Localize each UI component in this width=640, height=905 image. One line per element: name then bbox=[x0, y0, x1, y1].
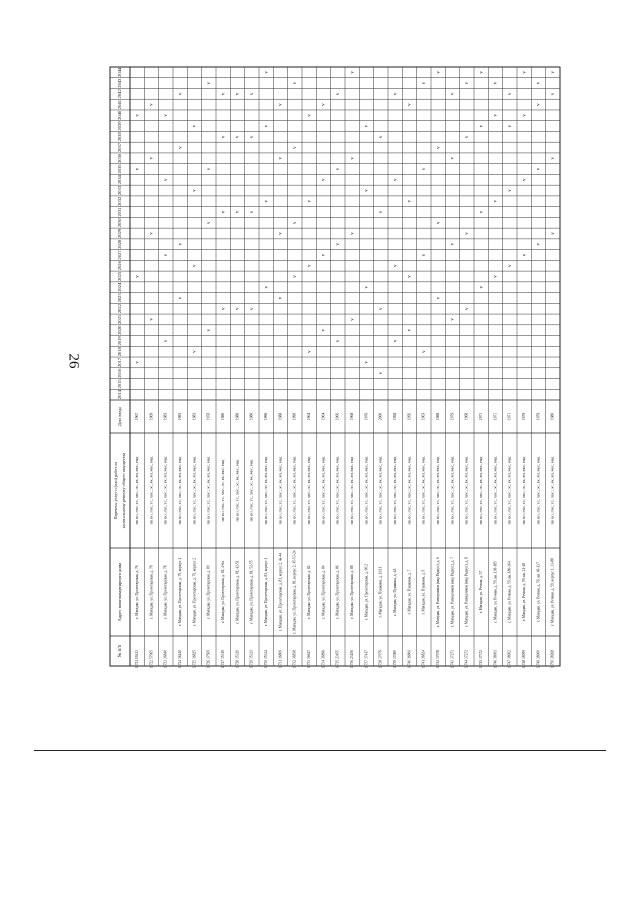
year-mark: v bbox=[378, 135, 384, 139]
year-mark: v bbox=[206, 81, 212, 85]
year-mark: v bbox=[278, 103, 284, 106]
year-mark: v bbox=[235, 307, 241, 310]
row-year: 1971 bbox=[493, 412, 498, 421]
row-number: 1 747 38002 bbox=[507, 650, 512, 668]
header-year: 2026 bbox=[117, 261, 123, 271]
row-number: 1 724 36440 bbox=[177, 650, 182, 668]
row-number: 1 727 35319 bbox=[220, 650, 225, 668]
bottom-rule bbox=[34, 750, 606, 751]
year-mark: v bbox=[178, 146, 184, 149]
row-year: 1983 bbox=[178, 412, 183, 421]
year-mark: v bbox=[221, 210, 227, 214]
row-address: г. Магадан, ул. Речная, д. 59, кв. 186-364 bbox=[507, 561, 512, 623]
row-works: ПР, ВО, ГВС, ТС, ХВС, ЭС, РК, РП, РФС, РФД bbox=[149, 456, 154, 525]
year-mark: v bbox=[163, 178, 169, 182]
year-mark: v bbox=[149, 157, 155, 160]
year-mark: v bbox=[206, 167, 212, 171]
year-mark: v bbox=[522, 114, 528, 117]
year-mark: v bbox=[507, 124, 513, 128]
year-mark: v bbox=[335, 167, 341, 171]
year-mark: v bbox=[421, 253, 427, 257]
row-works: ПР, ВО, ГВС, ТС, ХВС, ЭС, РК, РП, РФС, РФД bbox=[378, 456, 383, 525]
row-year: 1970 bbox=[364, 412, 369, 421]
row-address: г. Магадан, ул. Пролетарская, д. 78 bbox=[163, 565, 168, 619]
year-mark: v bbox=[464, 232, 470, 235]
header-year: 2040 bbox=[117, 110, 123, 120]
row-address: г. Магадан, ул. Разведчиков (мкр Радиус), д. 7 bbox=[450, 557, 455, 627]
year-mark: v bbox=[321, 328, 327, 332]
row-number: 1 732 36838 bbox=[292, 650, 297, 668]
row-works: ПР, ВО, ГВС, ТС, ХВС, ЭС, РК, РФС, РФД bbox=[220, 459, 225, 522]
row-number: 1 734 36896 bbox=[321, 650, 326, 668]
row-year: 2000 bbox=[378, 412, 383, 421]
row-number: 1 748 38099 bbox=[521, 650, 526, 668]
year-mark: v bbox=[249, 307, 255, 310]
header-year: 2016 bbox=[117, 368, 123, 378]
row-year: 1971 bbox=[479, 412, 484, 421]
row-works: ПР, ВО, ГВС, ТС, ХВС, ЭС, РК, РП, РФС, РФД bbox=[206, 456, 211, 525]
year-mark: v bbox=[321, 253, 327, 257]
year-mark: v bbox=[192, 189, 198, 192]
row-works: ПР, ВО, ГВС, ТС, ХВС, ЭС, РК, РП, РФС, РФД bbox=[550, 456, 555, 525]
header-year: 2037 bbox=[117, 142, 123, 153]
header-year: 2029 bbox=[117, 228, 123, 239]
row-address: г. Магадан, ул. Пролетарская, д. 81, 4-6а bbox=[220, 561, 225, 623]
year-mark: v bbox=[522, 178, 528, 182]
row-address: г. Магадан, ул. Пролетарская, д. 76 bbox=[134, 565, 139, 619]
row-number: 1 743 37273 bbox=[450, 650, 455, 668]
row-works: ПР, ВО, ГВС, ТС, ХВС, ЭС, РК, РП, РФС, РФД bbox=[321, 456, 326, 525]
row-year: 1979 bbox=[450, 412, 455, 421]
year-mark: v bbox=[149, 318, 155, 321]
header-year: 2030 bbox=[117, 218, 123, 228]
row-year: 1958 bbox=[393, 412, 398, 421]
year-mark: v bbox=[163, 339, 169, 343]
year-mark: v bbox=[278, 232, 284, 235]
header-year: 2028 bbox=[117, 239, 123, 249]
row-number: 1 731 36809 bbox=[278, 650, 283, 668]
row-year: 1964 bbox=[307, 412, 312, 421]
row-year: 1980 bbox=[249, 412, 254, 421]
year-mark: v bbox=[264, 285, 270, 289]
row-number: 1 738 37079 bbox=[378, 650, 383, 668]
row-works: ПР, ВО, ГВС, ТС, ХВС, ЭС, РК, РП, РФС, РФД bbox=[292, 456, 297, 525]
year-mark: v bbox=[292, 146, 298, 149]
row-year: 1979 bbox=[536, 412, 541, 421]
header-year: 2031 bbox=[117, 207, 123, 217]
page-number: 26 bbox=[65, 353, 82, 369]
row-year: 1966 bbox=[335, 412, 340, 421]
row-works: ПР, ВО, ГВС, ТС, ХВС, ЭС, РК, РП, РФС, РФД bbox=[192, 456, 197, 525]
year-mark: v bbox=[464, 81, 470, 85]
year-mark: v bbox=[479, 124, 485, 128]
year-mark: v bbox=[278, 296, 284, 300]
row-works: ПР, ВО, ГВС, ТС, ХВС, ЭС, РК, РП, РФС, РФД bbox=[163, 456, 168, 525]
row-address: г. Магадан, ул. Пролетарская, д. 81, 52-55 bbox=[249, 560, 254, 624]
year-mark: v bbox=[221, 135, 227, 139]
header-year: 2019 bbox=[117, 336, 123, 346]
header-year: 2035 bbox=[117, 164, 123, 174]
header-year: 2017 bbox=[117, 357, 123, 367]
row-year: 1967 bbox=[135, 412, 140, 421]
year-mark: v bbox=[536, 81, 542, 85]
header-year: 2014 bbox=[117, 390, 123, 400]
year-mark: v bbox=[292, 221, 298, 225]
row-works: ПР, ВО, ГВС, ТС, ХВС, ЭС, РК, РП, РФС, РФД bbox=[478, 456, 483, 525]
header-year: 2036 bbox=[117, 153, 123, 163]
row-address: г. Магадан, ул. Разведчиков (мкр Радиус), д. 8 bbox=[464, 557, 469, 627]
header-year: 2025 bbox=[117, 271, 123, 282]
header-address: Адрес многоквартирного дома bbox=[117, 562, 123, 622]
row-works: ПР, ВО, ГВС, ТС, ХВС, ЭС, РК, РП, РФС, РФД bbox=[450, 456, 455, 525]
row-year: 1956 bbox=[407, 412, 412, 421]
year-mark: v bbox=[507, 189, 513, 192]
year-mark: v bbox=[292, 275, 298, 278]
year-mark: v bbox=[550, 232, 556, 235]
row-works: ПР, ВО, ГВС, ТС, ХВС, ЭС, РК, РП, РФС, РФД bbox=[521, 456, 526, 525]
year-mark: v bbox=[393, 339, 399, 343]
year-mark: v bbox=[249, 92, 255, 96]
row-address: г. Магадан, ул. Пушкина, д. 7 bbox=[407, 569, 412, 615]
row-works: ПР, ВО, ГВС, ТС, ХВС, ЭС, РК, РП, РФС, РФД bbox=[421, 456, 426, 525]
row-number: 1 725 36825 bbox=[192, 650, 197, 668]
row-year: 1980 bbox=[550, 412, 555, 421]
header-year: 2041 bbox=[117, 100, 123, 110]
row-address: г. Магадан, ул. Пролетарская, д. 81, корпус 2, 45-53-24 bbox=[292, 550, 297, 634]
year-mark: v bbox=[407, 103, 413, 106]
year-mark: v bbox=[350, 71, 356, 74]
year-mark: v bbox=[522, 71, 528, 74]
year-mark: v bbox=[436, 146, 442, 149]
row-number: 1 745 37372 bbox=[478, 650, 483, 668]
row-address: г. Магадан, ул. Речная, д. 59, кв. 21-48 bbox=[521, 563, 526, 621]
row-works: ПР, ВО, ГВС, ТС, ХВС, ЭС, РК, РФС, РФД bbox=[235, 459, 240, 522]
year-mark: v bbox=[479, 285, 485, 289]
row-number: 1 741 36824 bbox=[421, 650, 426, 668]
year-mark: v bbox=[393, 92, 399, 96]
year-mark: v bbox=[464, 307, 470, 310]
year-mark: v bbox=[493, 200, 499, 203]
year-mark: v bbox=[493, 114, 499, 117]
year-mark: v bbox=[479, 210, 485, 214]
year-mark: v bbox=[493, 275, 499, 278]
year-mark: v bbox=[178, 242, 184, 246]
row-works: ПР, ВО, ГВС, ТС, ХВС, ЭС, РК, РП, РФС, РФД bbox=[392, 456, 397, 525]
year-mark: v bbox=[393, 178, 399, 182]
row-year: 1969 bbox=[149, 412, 154, 421]
year-mark: v bbox=[321, 178, 327, 182]
row-works: ПР, ВО, ГВС, ТС, ХВС, ЭС, РК, РФС, РФД bbox=[249, 459, 254, 522]
year-mark: v bbox=[135, 275, 141, 278]
year-mark: v bbox=[292, 81, 298, 85]
row-address: г. Магадан, ул. Пролетарская, д. 81, корпус 1 bbox=[263, 557, 268, 627]
year-mark: v bbox=[307, 264, 313, 267]
year-mark: v bbox=[507, 92, 513, 96]
row-number: 1 750 38268 bbox=[550, 650, 555, 668]
year-mark: v bbox=[536, 167, 542, 171]
row-address: г. Магадан, ул. Пролетарская, д. 90/2 bbox=[364, 564, 369, 620]
year-mark: v bbox=[507, 264, 513, 267]
header-num: № п/п bbox=[118, 644, 124, 658]
year-mark: v bbox=[421, 350, 427, 353]
header-year: 2021 bbox=[117, 314, 123, 325]
year-mark: v bbox=[192, 124, 198, 128]
year-mark: v bbox=[321, 103, 327, 106]
header-year: 2033 bbox=[117, 185, 123, 196]
year-mark: v bbox=[206, 221, 212, 225]
header-year: 2024 bbox=[117, 282, 123, 292]
header-year-built: Дата ввода bbox=[116, 406, 122, 427]
row-address: г. Магадан, ул. Пушкина, д. 4А bbox=[392, 568, 397, 616]
row-address: г. Магадан, ул. Пролетарская, д. 81, 42-51 bbox=[235, 560, 240, 624]
year-mark: v bbox=[264, 124, 270, 128]
year-mark: v bbox=[249, 210, 255, 214]
row-year: 1979 bbox=[522, 412, 527, 421]
year-mark: v bbox=[335, 92, 341, 96]
row-year: 1964 bbox=[321, 412, 326, 421]
year-mark: v bbox=[249, 135, 255, 139]
row-works: ПР, ВО, ГВС, ТС, ХВС, ЭС, РК, РП, РФС, РФД bbox=[464, 456, 469, 525]
header-year: 2027 bbox=[117, 250, 123, 260]
row-address: г. Магадан, ул. Пролетарская, д. 80 bbox=[206, 565, 211, 619]
row-number: 1 742 37078 bbox=[435, 650, 440, 668]
row-address: г. Магадан, ул. Пролетарская, д. 78 bbox=[149, 565, 154, 619]
year-mark: v bbox=[163, 114, 169, 117]
row-address: г. Магадан, ул. Пролетарская, д. 79, корпус 1 bbox=[177, 557, 182, 627]
year-mark: v bbox=[436, 71, 442, 74]
row-address: г. Магадан, ул. Пролетарская, д. 82 bbox=[306, 565, 311, 619]
year-mark: v bbox=[235, 135, 241, 139]
year-mark: v bbox=[436, 221, 442, 225]
year-mark: v bbox=[407, 275, 413, 278]
year-mark: v bbox=[364, 361, 370, 364]
row-year: 1990 bbox=[292, 412, 297, 421]
year-mark: v bbox=[364, 124, 370, 128]
year-mark: v bbox=[378, 210, 384, 214]
year-mark: v bbox=[149, 232, 155, 235]
year-mark: v bbox=[436, 296, 442, 300]
year-mark: v bbox=[522, 253, 528, 257]
row-works: ПР, ВО, ГВС, ТС, ХВС, ЭС, РК, РП, РФС, РФД bbox=[435, 456, 440, 525]
year-mark: v bbox=[364, 189, 370, 192]
year-mark: v bbox=[192, 264, 198, 267]
row-address: г. Магадан, ул. Речная, д. 59, кв. 138-185 bbox=[493, 561, 498, 623]
row-number: 1 733 36647 bbox=[306, 650, 311, 668]
row-year: 1990 bbox=[264, 412, 269, 421]
year-mark: v bbox=[450, 157, 456, 160]
year-mark: v bbox=[407, 328, 413, 332]
year-mark: v bbox=[307, 350, 313, 353]
year-mark: v bbox=[264, 200, 270, 203]
header-year: 2023 bbox=[117, 293, 123, 303]
row-year: 1978 bbox=[206, 412, 211, 421]
year-mark: v bbox=[264, 71, 270, 74]
header-year: 2015 bbox=[117, 379, 123, 389]
header-year: 2020 bbox=[117, 325, 123, 335]
row-number: 1 730 35344 bbox=[263, 650, 268, 668]
row-address: г. Магадан, ул. Разведчиков (мкр Радиус), д. 6 bbox=[435, 557, 440, 627]
year-mark: v bbox=[307, 200, 313, 203]
row-works: ПР, ВО, ГВС, ТС, ХВС, ЭС, РК, РП, РФС, РФД bbox=[335, 456, 340, 525]
header-year: 2034 bbox=[117, 175, 123, 185]
row-year: 1968 bbox=[464, 412, 469, 421]
year-mark: v bbox=[550, 71, 556, 74]
year-mark: v bbox=[421, 81, 427, 85]
year-mark: v bbox=[350, 318, 356, 321]
row-address: г. Магадан, ул. Пролетарская, д. 86 bbox=[335, 565, 340, 619]
year-mark: v bbox=[421, 167, 427, 171]
year-mark: v bbox=[135, 114, 141, 117]
year-mark: v bbox=[550, 92, 556, 96]
row-works: ПР, ВО, ГВС, ТС, ХВС, ЭС, РК, РП, РФС, РФД bbox=[507, 456, 512, 525]
header-year: 2038 bbox=[117, 132, 123, 142]
row-number: 1 728 35320 bbox=[235, 650, 240, 668]
year-mark: v bbox=[149, 103, 155, 106]
year-mark: v bbox=[350, 232, 356, 235]
year-mark: v bbox=[393, 264, 399, 267]
row-number: 1 746 38001 bbox=[493, 650, 498, 668]
row-works: ПР, ВО, ГВС, ТС, ХВС, ЭС, РК, РП, РФС, РФД bbox=[278, 456, 283, 525]
year-mark: v bbox=[135, 361, 141, 364]
header-year: 2042 bbox=[117, 89, 123, 99]
year-mark: v bbox=[450, 242, 456, 246]
year-mark: v bbox=[364, 285, 370, 289]
row-year: 1980 bbox=[235, 412, 240, 421]
row-works: ПР, ВО, ГВС, ТС, ХВС, ЭС, РК, РП, РФС, РФД bbox=[263, 456, 268, 525]
row-number: 1 749 38000 bbox=[536, 650, 541, 668]
year-mark: v bbox=[135, 167, 141, 171]
row-number: 1 744 37272 bbox=[464, 650, 469, 668]
row-year: 1988 bbox=[436, 412, 441, 421]
row-year: 1963 bbox=[421, 412, 426, 421]
row-works: ПР, ВО, ГВС, ТС, ХВС, ЭС, РК, РП, РФС, РФД bbox=[407, 456, 412, 525]
year-mark: v bbox=[163, 253, 169, 257]
row-address: г. Магадан, ул. Речная, д. 57 bbox=[478, 570, 483, 614]
row-number: 1 736 23456 bbox=[349, 650, 354, 668]
row-year: 1980 bbox=[221, 412, 226, 421]
row-works: ПР, ВО, ГВС, ТС, ХВС, ЭС, РК, РП, РФС, РФД bbox=[134, 456, 139, 525]
year-mark: v bbox=[378, 371, 384, 375]
row-address: г. Магадан, ул. Пушкина, д. 9 bbox=[421, 569, 426, 615]
row-address: г. Магадан, ул. Пролетарская, д. 79, корпус 2 bbox=[192, 557, 197, 627]
year-mark: v bbox=[536, 103, 542, 106]
row-address: г. Магадан, ул. Пролетарская, д. 84 bbox=[321, 565, 326, 619]
year-mark: v bbox=[378, 307, 384, 310]
year-mark: v bbox=[235, 92, 241, 96]
row-number: 1 740 36800 bbox=[407, 650, 412, 668]
row-number: 1 722 57965 bbox=[149, 650, 154, 668]
row-number: 1 721 19413 bbox=[134, 650, 139, 668]
row-year: 1983 bbox=[163, 412, 168, 421]
year-mark: v bbox=[464, 135, 470, 139]
row-number: 1 723 36840 bbox=[163, 650, 168, 668]
row-number: 1 729 35321 bbox=[249, 650, 254, 668]
row-year: 1983 bbox=[192, 412, 197, 421]
year-mark: v bbox=[178, 296, 184, 300]
row-works: ПР, ВО, ГВС, ТС, ХВС, ЭС, РК, РП, РФС, РФД bbox=[536, 456, 541, 525]
header-year: 2018 bbox=[117, 347, 123, 357]
year-mark: v bbox=[450, 92, 456, 96]
row-works: ПР, ВО, ГВС, ТС, ХВС, ЭС, РК, РП, РФС, РФД bbox=[364, 456, 369, 525]
header-year: 2043 bbox=[117, 78, 123, 88]
year-mark: v bbox=[206, 328, 212, 332]
year-mark: v bbox=[278, 157, 284, 160]
header-works: Перечень услуг и (или) работ по bbox=[112, 461, 118, 520]
year-mark: v bbox=[192, 350, 198, 353]
row-year: 1968 bbox=[350, 412, 355, 421]
row-works: ПР, ВО, ГВС, ТС, ХВС, ЭС, РК, РП, РФС, РФД bbox=[177, 456, 182, 525]
header-year: 2039 bbox=[117, 121, 123, 131]
year-mark: v bbox=[307, 114, 313, 117]
year-mark: v bbox=[493, 81, 499, 85]
year-mark: v bbox=[407, 200, 413, 203]
row-number: 1 739 37080 bbox=[392, 650, 397, 668]
row-address: г. Магадан, ул. Пролетарская, д. 88 bbox=[349, 565, 354, 619]
row-works: ПР, ВО, ГВС, ТС, ХВС, ЭС, РК, РП, РФС, РФД bbox=[349, 456, 354, 525]
header-works-cont: капитальному ремонту общего имущества bbox=[120, 452, 126, 529]
year-mark: v bbox=[221, 307, 227, 310]
header-year: 2022 bbox=[117, 304, 123, 314]
row-number: 1 726 37569 bbox=[206, 650, 211, 668]
year-mark: v bbox=[450, 318, 456, 321]
row-address: г. Магадан, ул. Речная, д. 59, корпус 1, 33-88 bbox=[550, 558, 555, 626]
row-year: 1971 bbox=[507, 412, 512, 421]
row-works: ПР, ВО, ГВС, ТС, ХВС, ЭС, РК, РП, РФС, РФД bbox=[306, 456, 311, 525]
row-number: 1 735 23455 bbox=[335, 650, 340, 668]
year-mark: v bbox=[335, 242, 341, 246]
header-year: 2044 bbox=[117, 67, 123, 77]
year-mark: v bbox=[536, 242, 542, 246]
row-address: г. Магадан, ул. Пушкина, д. 11/11 bbox=[378, 566, 383, 618]
year-mark: v bbox=[350, 157, 356, 160]
year-mark: v bbox=[479, 71, 485, 74]
year-mark: v bbox=[221, 92, 227, 96]
row-address: г. Магадан, ул. Пролетарская, д. 81, корпус 2, 4а-44 bbox=[278, 552, 283, 632]
row-works: ПР, ВО, ГВС, ТС, ХВС, ЭС, РК, РП, РФС, РФД bbox=[493, 456, 498, 525]
header-year: 2032 bbox=[117, 196, 123, 206]
year-mark: v bbox=[550, 157, 556, 160]
year-mark: v bbox=[235, 210, 241, 214]
year-mark: v bbox=[335, 339, 341, 343]
row-address: г. Магадан, ул. Речная, д. 59, кв. 49-137 bbox=[536, 562, 541, 622]
year-mark: v bbox=[178, 92, 184, 96]
row-number: 1 737 37417 bbox=[364, 650, 369, 668]
row-year: 1988 bbox=[278, 412, 283, 421]
